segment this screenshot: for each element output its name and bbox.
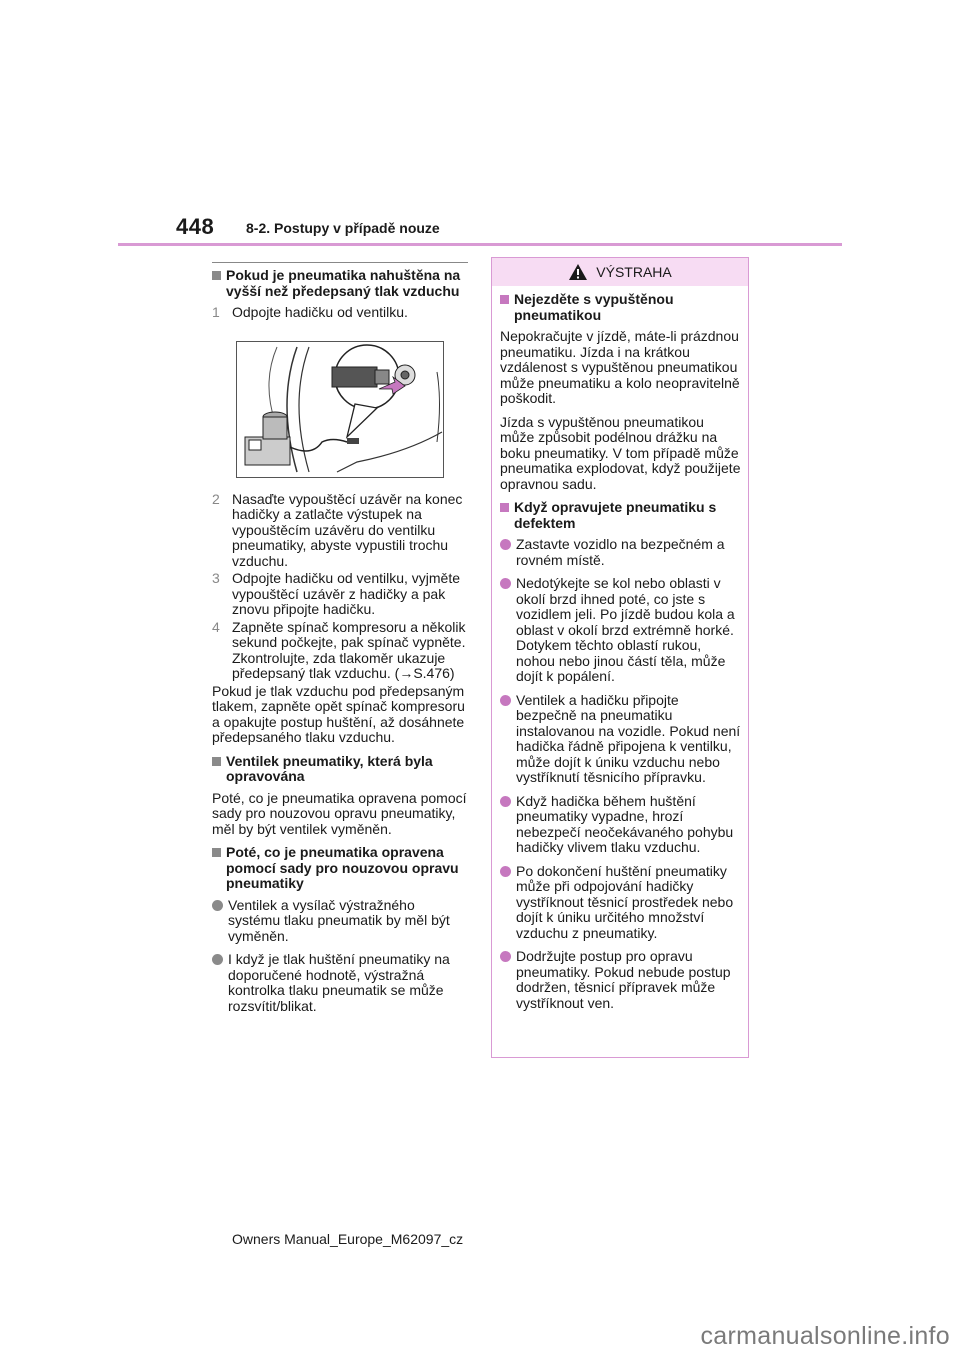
page-number: 448: [176, 214, 215, 239]
heading-text: Pokud je pneumatika nahuštěna na vyšší než předepsaný tlak vzduchu: [226, 267, 461, 299]
warning-heading-flat-tire: [500, 292, 742, 323]
heading-text: Nejezděte s vypuštěnou pneumatikou: [514, 291, 674, 323]
heading-text: Když opravujete pneumatiku s defektem: [514, 499, 717, 531]
step-number: 3: [212, 570, 220, 586]
step-text: Nasaďte vypouštěcí uzávěr na konec hadičky a zatlačte výstupek na vypouštěcím uzávěru do ventilku pneumatiky, abyste vypustili trochu vzduchu.: [232, 490, 463, 569]
step-text: Zapněte spínač kompresoru a několik sekund počkejte, pak spínač vypněte. Zkontrolujte, zda tlakoměr ukazuje předepsaný tlak vzduchu. (→S.476): [232, 618, 466, 681]
square-bullet-icon: [500, 503, 509, 512]
step-item: [212, 620, 468, 682]
bullet-item: [212, 898, 468, 945]
warning-box: [491, 257, 749, 1058]
bullet-text: Ventilek a hadičku připojte bezpečně na pneumatiku instalovanou na vozidle. Pokud není hadička řádně připojena k ventilku, může dojít k úniku vzduchu nebo vystříknutí těsnicího přípravku.: [516, 691, 741, 785]
step-number: 4: [212, 618, 220, 635]
bullet-text: Dodržujte postup pro opravu pneumatiky. Pokud nebude postup dodržen, těsnicí přípravek může vystříknout ven.: [516, 948, 731, 1011]
step-item: [212, 305, 468, 321]
warning-header: [492, 258, 748, 286]
tire-valve-illustration: [236, 341, 444, 478]
step-text: Odpojte hadičku od ventilku, vyjměte vypouštěcí uzávěr z hadičky a pak znovu připojte hadičku.: [232, 570, 461, 617]
heading-text: Poté, co je pneumatika opravena pomocí sady pro nouzovou opravu pneumatiky: [226, 844, 459, 891]
section-title: 8-2. Postupy v případě nouze: [246, 220, 440, 236]
footer-manual-id: Owners Manual_Europe_M62097_cz: [232, 1231, 464, 1247]
square-bullet-icon: [500, 295, 509, 304]
column-divider: [212, 262, 468, 263]
step-text: Odpojte hadičku od ventilku.: [232, 304, 408, 320]
bullet-item: [212, 952, 468, 1014]
warning-body: [492, 286, 748, 1011]
step-item: [212, 492, 468, 570]
bullet-dot-icon: [500, 796, 511, 807]
square-bullet-icon: [212, 848, 221, 857]
bullet-dot-icon: [500, 695, 511, 706]
warning-bullet-item: [500, 794, 742, 856]
bullet-text: I když je tlak huštění pneumatiky na doporučené hodnotě, výstražná kontrolka tlaku pneumatik se může rozsvítit/blikat.: [228, 951, 450, 1014]
warning-heading-repair: [500, 500, 742, 531]
bullet-dot-icon: [212, 900, 223, 911]
step-number: 2: [212, 490, 220, 507]
left-column: [212, 262, 468, 1022]
heading-overinflated: [212, 268, 468, 299]
warning-triangle-icon: [568, 263, 588, 281]
bullet-text: Když hadička během huštění pneumatiky vypadne, hrozí nebezpečí neočekávaného pohybu hadičky vlivem tlaku vzduchu.: [516, 792, 734, 855]
bullet-dot-icon: [212, 954, 223, 965]
step-number: 1: [212, 304, 220, 320]
heading-text: Ventilek pneumatiky, která byla opravována: [226, 752, 433, 784]
bullet-dot-icon: [500, 539, 511, 550]
bullet-text: Po dokončení huštění pneumatiky může při odpojování hadičky vystříknout těsnicí prostředek nebo dojít k úniku určitého množství vzduchu z pneumatiky.: [516, 862, 734, 941]
warning-paragraph: Nepokračujte v jízdě, máte-li prázdnou pneumatiku. Jízda i na krátkou vzdálenost s vypuštěnou pneumatikou může pneumatiku a kolo neopravitelně poškodit.: [500, 328, 740, 406]
step-item: [212, 571, 468, 618]
bullet-text: Zastavte vozidlo na bezpečném a rovném místě.: [516, 536, 725, 568]
warning-bullet-item: [500, 949, 742, 1011]
warning-bullet-item: [500, 537, 742, 568]
heading-valve: [212, 754, 468, 785]
heading-after-repair: [212, 845, 468, 892]
warning-paragraph: Jízda s vypuštěnou pneumatikou může způsobit podélnou drážku na boku pneumatiky. V tom případě může pneumatika explodovat, když použijete opravnou sadu.: [500, 413, 741, 492]
warning-bullet-item: [500, 864, 742, 942]
square-bullet-icon: [212, 271, 221, 280]
paragraph: Poté, co je pneumatika opravena pomocí sady pro nouzovou opravu pneumatiky, měl by být ventilek vyměněn.: [212, 789, 467, 837]
bullet-text: Nedotýkejte se kol nebo oblasti v okolí brzd ihned poté, co jste s vozidlem jeli. Po jízdě budou kola a oblast v okolí brzd extrémně horké. Dotykem těchto oblastí rukou, nohou nebo jinou částí těla, může dojít k popálení.: [516, 575, 735, 684]
bullet-dot-icon: [500, 866, 511, 877]
watermark: carmanualsonline.info: [700, 1322, 950, 1350]
bullet-text: Ventilek a vysílač výstražného systému tlaku pneumatik by měl být vyměněn.: [228, 896, 450, 944]
square-bullet-icon: [212, 757, 221, 766]
warning-bullet-item: [500, 576, 742, 685]
header-divider: [118, 243, 842, 246]
bullet-dot-icon: [500, 951, 511, 962]
warning-title: VÝSTRAHA: [596, 264, 672, 280]
bullet-dot-icon: [500, 578, 511, 589]
paragraph: Pokud je tlak vzduchu pod předepsaným tlakem, zapněte opět spínač kompresoru a opakujte postup huštění, až dosáhnete předepsaného tlaku vzduchu.: [212, 682, 465, 745]
warning-bullet-item: [500, 693, 742, 786]
